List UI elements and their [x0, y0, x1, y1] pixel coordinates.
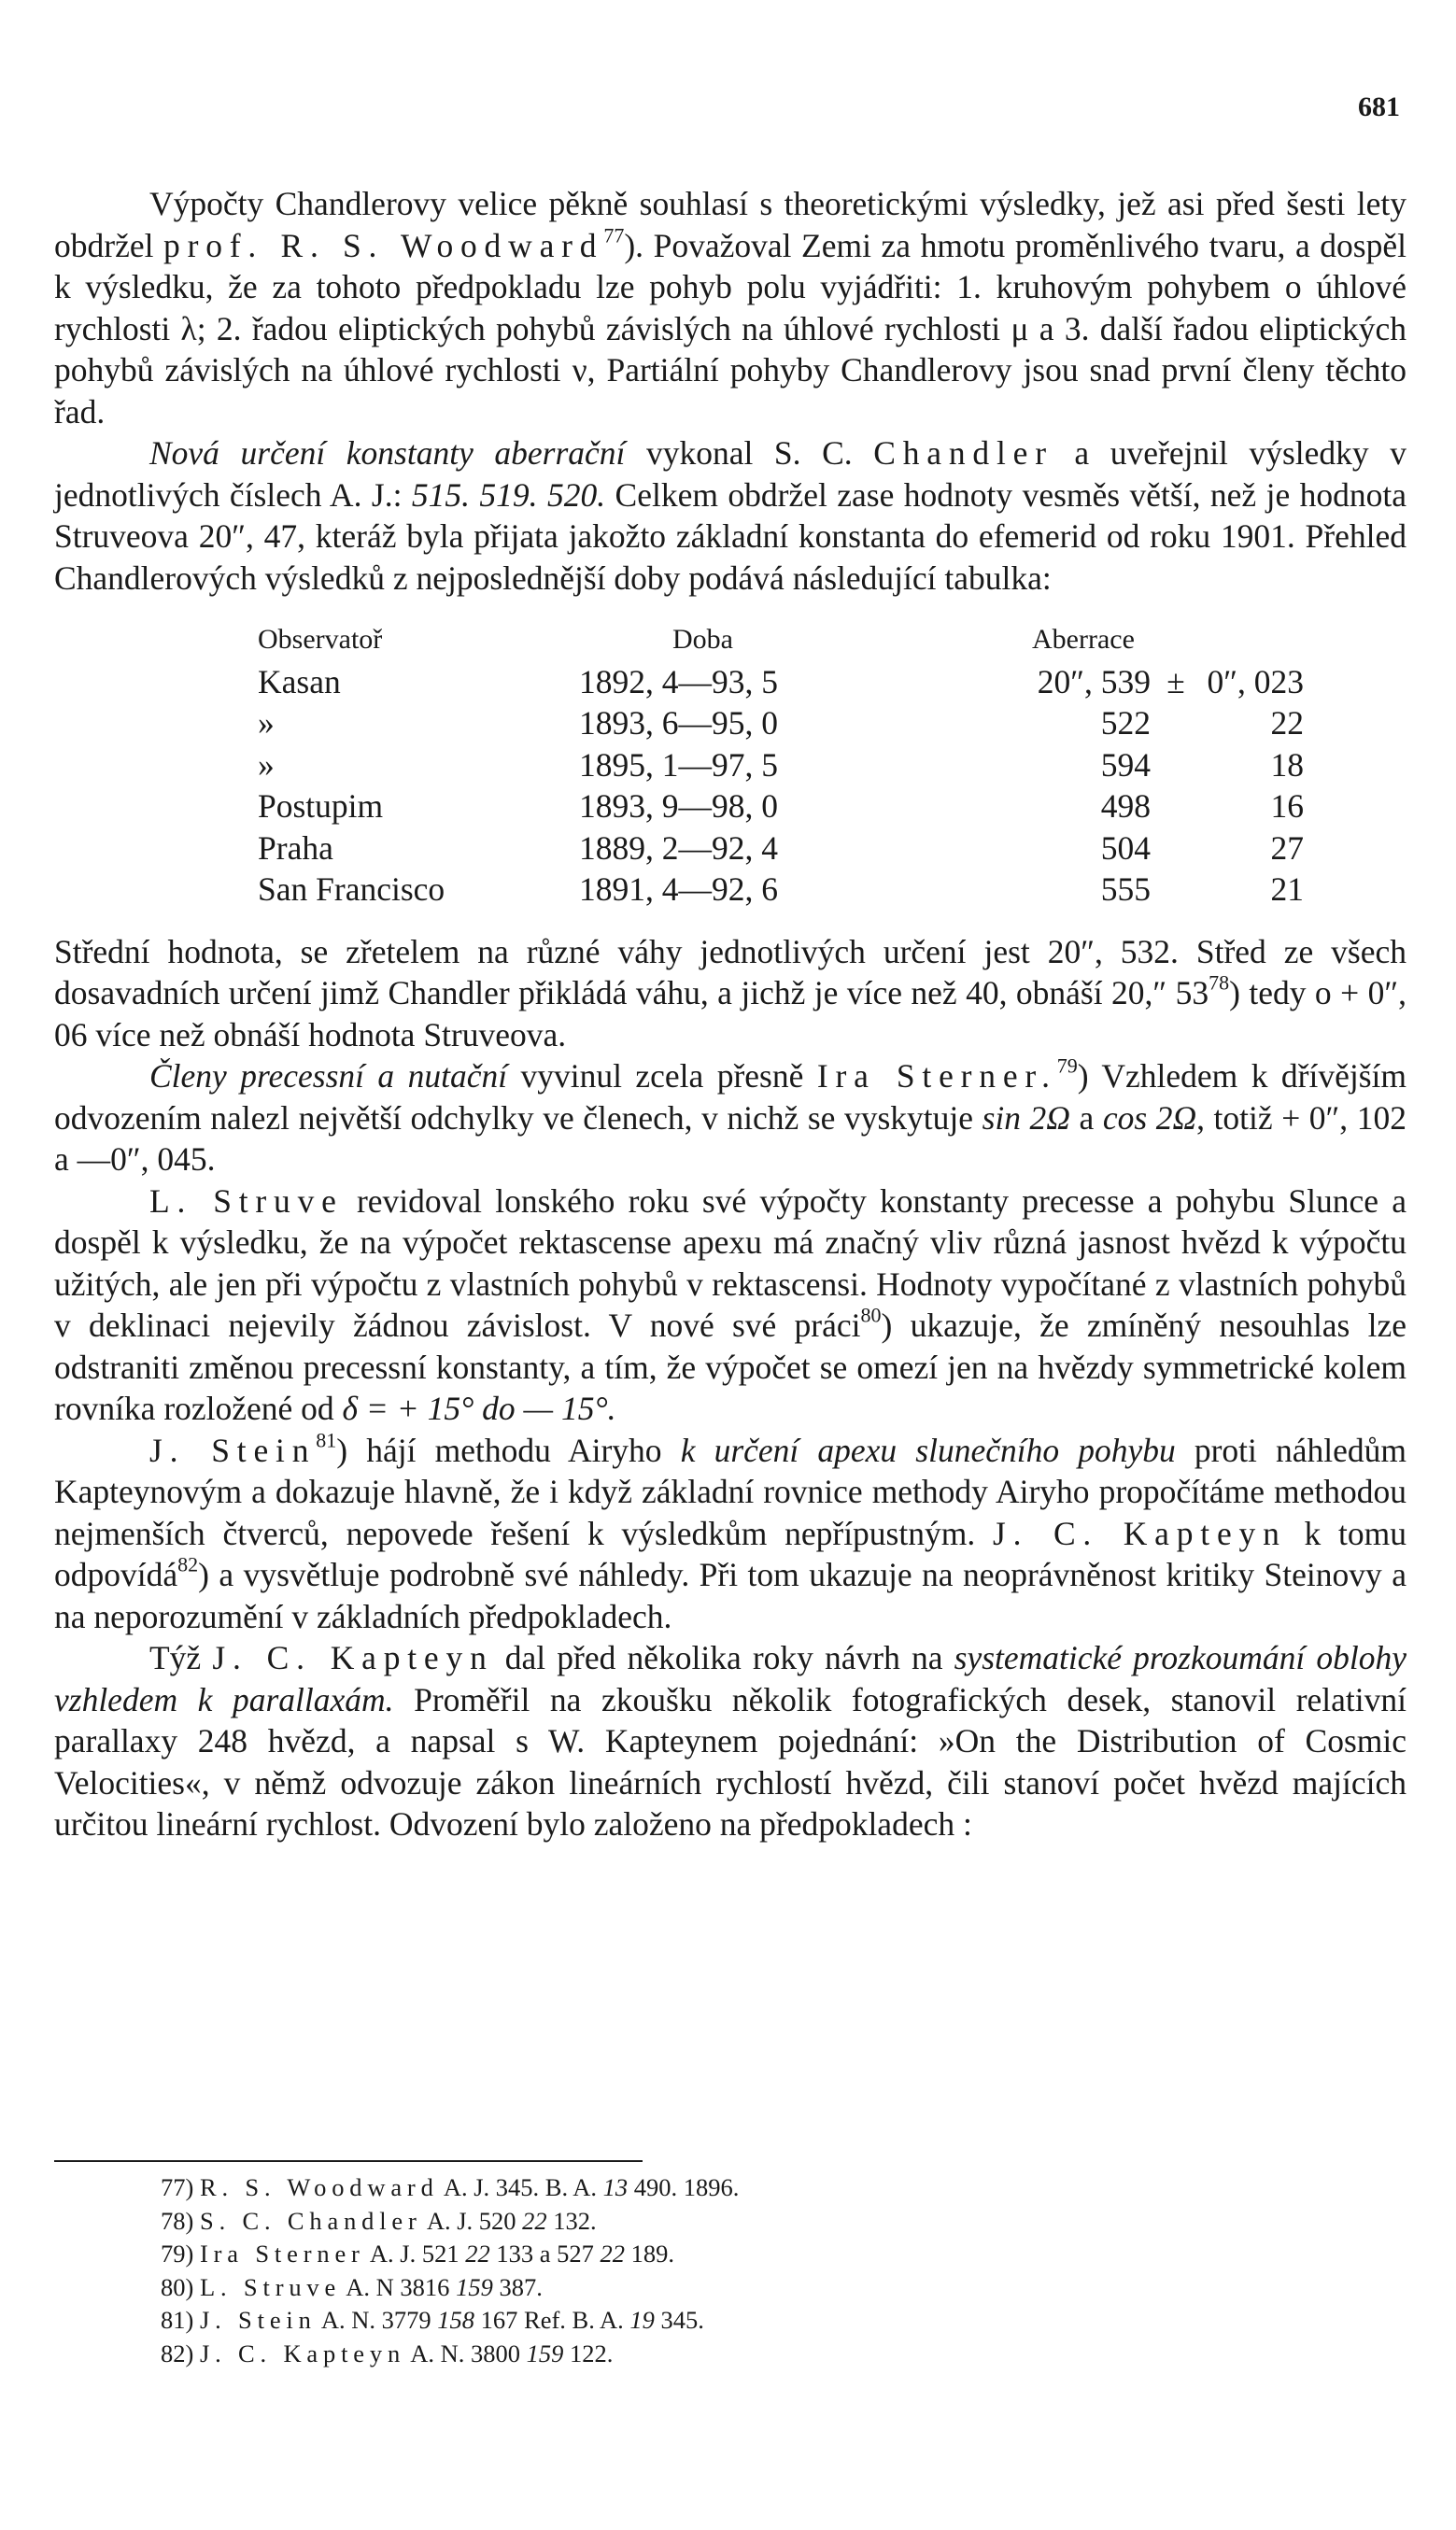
footnote-volume: 22	[465, 2240, 490, 2268]
topic-heading: Členy precessní a nutační	[149, 1057, 508, 1095]
footnote-volume: 159	[456, 2272, 493, 2301]
cell-observatory: San Francisco	[258, 870, 445, 908]
table-header-row	[258, 619, 1304, 661]
cell-period: 1895, 1—97, 5	[579, 745, 778, 784]
formula-sin: sin 2Ω	[982, 1098, 1070, 1137]
footnote-volume: 22	[600, 2240, 625, 2268]
author-name: J. Stein	[149, 1431, 317, 1469]
footnote-text: A. J. 520	[421, 2206, 523, 2235]
footnote-text: 189.	[624, 2240, 674, 2268]
author-name: Ira Sterner.	[816, 1057, 1057, 1095]
footnote-author: S. C. Chandler	[200, 2206, 422, 2235]
table-row	[258, 661, 1304, 703]
paragraph-woodward: Výpočty Chandlerovy velice pěkně souhlasí s theoretickými výsledky, jež asi před šesti lety obdržel prof. R. S. Woodward$^{77}$). Považoval Zemi za hmotu proměnlivého tvaru, a dospěl k výsledku, že za tohoto předpokladu lze pohyb polu vyjádřiti: 1. kruhovým pohybem o úhlové rychlosti λ; 2. řadou eliptických pohybů závislých na úhlové rychlosti μ a 3. další řadou eliptických pohybů závislých na úhlové rychlosti ν, Partiální pohyby Chandlerovy jsou snad první členy těchto řad.	[54, 185, 1407, 431]
footnotes	[54, 2160, 1407, 2370]
footnote-volume: 13	[602, 2173, 629, 2201]
footnote	[161, 2171, 1407, 2205]
table-body	[258, 661, 1304, 911]
footnote-number: 77)	[161, 2173, 194, 2201]
topic-heading: systematické prozkoumání oblohy vzhledem k parallaxám.	[54, 1639, 1407, 1718]
formula-declination: δ = + 15° do — 15°.	[342, 1390, 616, 1427]
footnote-ref: 77	[603, 223, 625, 247]
body-text	[54, 183, 1407, 1845]
topic-heading: k určení apexu slunečního pohybu	[680, 1431, 1176, 1469]
paragraph-kapteyn: Týž J. C. Kapteyn dal před několika roky návrh na systematické prozkoumání oblohy vzhledem k parallaxám. Proměřil na zkoušku několik fotografických desek, stanovil relativní parallaxy 248 hvězd, a napsal s W. Kapteynem pojednání: »On the Distribution of Cosmic Velocities«, v němž odvozuje zákon lineárních rychlostí hvězd, čili stanoví počet hvězd majících určitou lineární rychlost. Odvození bylo založeno na předpokladech :	[54, 1639, 1407, 1843]
cell-aberration: 498	[1100, 787, 1151, 825]
header-observatory: Observatoř	[258, 624, 383, 655]
page-number: 681	[1358, 92, 1400, 122]
footnote-ref: 80	[860, 1303, 882, 1327]
cell-aberration: 20″, 539	[1037, 662, 1151, 700]
author-name: L. Struve	[149, 1181, 344, 1220]
footnote-number: 80)	[161, 2272, 194, 2301]
footnote-divider	[54, 2160, 643, 2162]
cell-period: 1893, 6—95, 0	[579, 704, 778, 742]
footnote-number: 78)	[161, 2206, 194, 2235]
cell-observatory: Praha	[258, 828, 333, 867]
footnote-text: A. N. 3779	[316, 2306, 438, 2334]
footnote-text: 122.	[563, 2339, 614, 2367]
footnote-number: 81)	[161, 2306, 194, 2334]
paragraph-struve: L. Struve revidoval lonského roku své výpočty konstanty precesse a pohybu Slunce a dospěl k výsledku, že na výpočet rektascense apexu má značný vliv různá jasnost hvězd k výpočtu užitých, ale jen při výpočtu z vlastních pohybů v rektascensi. Hodnoty vypočítané z vlastních pohybů v deklinaci nejevily žádnou závislost. V nové své práci$^{80}$) ukazuje, že zmíněný nesouhlas lze odstraniti změnou precessní konstanty, a tím, že výpočet se omezí jen na hvězdy symmetrické kolem rovníka rozložené od δ = + 15° do — 15°.	[54, 1181, 1407, 1427]
journal-issues: 515. 519. 520.	[411, 475, 606, 514]
footnote-text: 132.	[546, 2206, 597, 2235]
aberration-table	[258, 619, 1304, 911]
cell-plus-minus: ±	[1166, 662, 1185, 700]
topic-heading: Nová určení konstanty aberrační	[149, 434, 626, 472]
table-row	[258, 744, 1304, 786]
cell-plus-minus	[1151, 827, 1201, 869]
cell-aberration: 504	[1100, 828, 1151, 867]
cell-aberration: 594	[1100, 745, 1151, 784]
footnote-text: 167 Ref. B. A.	[474, 2306, 630, 2334]
cell-period: 1892, 4—93, 5	[579, 662, 778, 700]
cell-plus-minus	[1151, 702, 1201, 744]
cell-period: 1891, 4—92, 6	[579, 870, 778, 908]
cell-observatory: »	[258, 704, 275, 742]
paragraph-aberration: Nová určení konstanty aberrační vykonal S. C. Chandler a uveřejnil výsledky v jednotlivých číslech A. J.: 515. 519. 520. Celkem obdržel zase hodnoty vesměs větší, než je hodnota Struveova 20″, 47, kteráž byla přijata jakožto základní konstanta do efemerid od roku 1901. Přehled Chandlerových výsledků z nejposlednější doby podává následující tabulka:	[54, 434, 1407, 597]
cell-aberration: 522	[1100, 704, 1151, 742]
header-aberration: Aberrace	[1032, 624, 1135, 655]
footnote-text: A. N 3816	[341, 2272, 457, 2301]
footnote-text: A. J. 521	[364, 2240, 466, 2268]
footnote-author: L. Struve	[200, 2272, 342, 2301]
cell-error: 27	[1270, 828, 1304, 867]
footnote-text: 133 a 527	[489, 2240, 601, 2268]
footnote-text: A. N. 3800	[405, 2339, 527, 2367]
cell-error: 0″, 023	[1207, 662, 1304, 700]
cell-plus-minus	[1151, 785, 1201, 827]
cell-observatory: Postupim	[258, 787, 384, 825]
cell-error: 16	[1270, 787, 1304, 825]
author-name: J. C. Kapteyn	[212, 1639, 494, 1676]
footnote-ref: 79	[1056, 1053, 1078, 1078]
author-name: J. C. Kapteyn	[993, 1514, 1287, 1552]
footnote-number: 79)	[161, 2240, 194, 2268]
cell-error: 18	[1270, 745, 1304, 784]
footnote	[161, 2205, 1407, 2239]
footnote-text: 490. 1896.	[628, 2173, 740, 2201]
author-name: Chandler	[873, 434, 1053, 472]
table-row	[258, 785, 1304, 827]
footnote-author: J. C. Kapteyn	[200, 2339, 406, 2367]
table-row	[258, 869, 1304, 911]
footnote	[161, 2338, 1407, 2371]
cell-aberration: 555	[1100, 870, 1151, 908]
footnote-author: Ira Sterner	[200, 2240, 365, 2268]
header-period: Doba	[672, 624, 733, 655]
footnote-author: R. S. Woodward	[200, 2173, 439, 2201]
cell-observatory: Kasan	[258, 662, 341, 700]
footnote-ref: 78	[1209, 970, 1230, 995]
footnote-number: 82)	[161, 2339, 194, 2367]
footnote	[161, 2304, 1407, 2338]
footnote-text: 387.	[492, 2272, 543, 2301]
cell-error: 22	[1270, 704, 1304, 742]
footnote	[161, 2271, 1407, 2305]
footnote-ref: 82	[177, 1552, 199, 1576]
footnote-ref: 81	[316, 1428, 337, 1452]
table-row	[258, 827, 1304, 869]
cell-period: 1889, 2—92, 4	[579, 828, 778, 867]
footnote-volume: 159	[526, 2339, 564, 2367]
cell-plus-minus	[1151, 744, 1201, 786]
cell-period: 1893, 9—98, 0	[579, 787, 778, 825]
footnote-text: 345.	[654, 2306, 704, 2334]
footnote-list	[54, 2171, 1407, 2370]
footnote	[161, 2238, 1407, 2271]
paragraph-stein: J. Stein$^{81}$) hájí methodu Airyho k určení apexu slunečního pohybu proti náhledům Kapteynovým a dokazuje hlavně, že i když základní rovnice methody Airyho propočítáme methodou nejmenších čtverců, nepovede řešení k výsledkům nepřípustným. J. C. Kapteyn k tomu odpovídá$^{82}$) a vysvětluje podrobně své náhledy. Při tom ukazuje na neoprávněnost kritiky Steinovy a na neporozumění v základních předpokladech.	[54, 1428, 1407, 1635]
footnote-volume: 22	[522, 2206, 547, 2235]
cell-plus-minus	[1151, 869, 1201, 911]
table-row	[258, 702, 1304, 744]
footnote-text: A. J. 345. B. A.	[438, 2173, 603, 2201]
formula-cos: cos 2Ω	[1102, 1098, 1197, 1137]
cell-observatory: »	[258, 745, 275, 784]
paragraph-mean-value: Střední hodnota, se zřetelem na různé váhy jednotlivých určení jest 20″, 532. Střed ze všech dosavadních určení jimž Chandler přikládá váhu, a jichž je více než 40, obnáší 20,″ $53^{78}$) tedy o + 0″, 06 více než obnáší hodnota Struveova.	[54, 932, 1407, 1053]
footnote-volume: 158	[437, 2306, 475, 2334]
paragraph-precession: Členy precessní a nutační vyvinul zcela přesně Ira Sterner.$^{79}$) Vzhledem k dřívějším odvozením nalezl největší odchylky ve členech, v nichž se vyskytuje sin 2Ω a cos 2Ω, totiž + 0″, 102 a —0″, 045.	[54, 1053, 1407, 1178]
footnote-volume: 19	[629, 2306, 655, 2334]
footnote-author: J. Stein	[200, 2306, 317, 2334]
author-name: prof. R. S. Woodward	[163, 226, 604, 264]
cell-error: 21	[1270, 870, 1304, 908]
